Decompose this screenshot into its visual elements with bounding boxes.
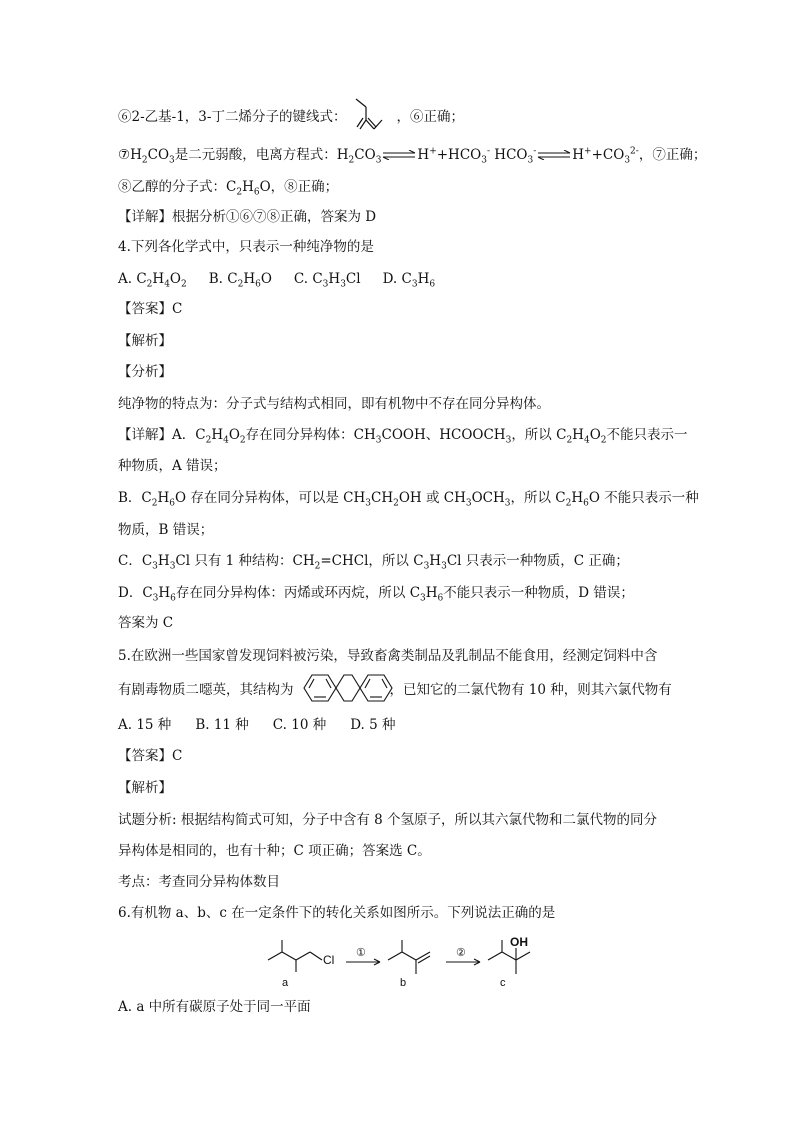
detail-4-a-line1: 【详解】A．$C_2H_4O_2$存在同分异构体：$CH_3COOH$、$HCOOCH_3$，所以 $C_2H_4O_2$不能只表示一 xyxy=(118,427,688,446)
statement-6: ⑥2-乙基-1，3-丁二烯分子的键线式： ，⑥正确； xyxy=(118,109,464,125)
answer-4: 【答案】C xyxy=(118,301,183,317)
ethylbutadiene-structure xyxy=(352,96,392,136)
equilibrium-arrow-icon xyxy=(381,147,417,165)
question-5-line1: 5.在欧洲一些国家曾发现饲料被污染，导致畜禽类制品及乳制品不能食用，经测定饲料中含 xyxy=(118,648,658,664)
kaodian-5: 考点：考查同分异构体数目 xyxy=(118,874,280,890)
question-4-options: A. $C_2H_4O_2$ B. $C_2H_6O$ C. $C_3H_3Cl$ D. $C_3H_6$ xyxy=(118,271,436,290)
answer-5: 【答案】C xyxy=(118,748,183,764)
step-1-label: ① xyxy=(356,947,366,959)
compound-b-label: b xyxy=(400,977,407,989)
chlorine-label: Cl xyxy=(323,953,335,967)
question-6: 6.有机物 a、b、c 在一定条件下的转化关系如图所示。下列说法正确的是 xyxy=(118,905,556,921)
compound-c-label: c xyxy=(500,977,506,989)
step-2-label: ② xyxy=(456,947,466,959)
detail-4-d: D．$C_3H_6$存在同分异构体：丙烯或环丙烷，所以 $C_3H_6$不能只表示一种物质，D 错误； xyxy=(118,585,634,604)
reaction-scheme xyxy=(262,932,542,994)
statement-8: ⑧乙醇的分子式：$C_2H_6O$，⑧正确； xyxy=(118,179,339,198)
question-5-line2: 有剧毒物质二噁英，其结构为 ，已知它的二氯代物有 10 种，则其六氯代物有 xyxy=(118,682,672,698)
dioxin-structure xyxy=(300,671,396,709)
question-5-options: A. 15 种 B. 11 种 C. 10 种 D. 5 种 xyxy=(118,717,396,733)
compound-a-label: a xyxy=(282,977,289,989)
question-6-option-a: A. a 中所有碳原子处于同一平面 xyxy=(118,999,311,1015)
analysis-5-text-line2: 异构体是相同的，也有十种；C 项正确；答案选 C。 xyxy=(118,843,431,859)
question-4: 4.下列各化学式中，只表示一种纯净物的是 xyxy=(118,239,374,255)
detail-4-b-line2: 物质，B 错误； xyxy=(118,522,214,538)
statement-7: $⑦H_2CO_3$是二元弱酸，电离方程式：$H_2CO_3$ $H^++HCO_3^-$ $HCO_3^-$ $H^++CO_3^{2-}$，⑦正确； xyxy=(118,146,707,166)
analysis-4-heading: 【解析】 xyxy=(118,333,172,349)
detail-4-c: C．$C_3H_3Cl$ 只有 1 种结构：$CH_2=CHCl$，所以 $C_3H_3Cl$ 只表示一种物质，C 正确； xyxy=(118,553,629,572)
detail-4-b-line1: B．$C_2H_6O$ 存在同分异构体，可以是 $CH_3CH_2OH$ 或 $CH_3OCH_3$，所以 $C_2H_6O$ 不能只表示一种 xyxy=(118,490,699,509)
analysis-5-heading: 【解析】 xyxy=(118,780,172,796)
hydroxyl-label: OH xyxy=(510,935,528,949)
fenxi-4-text: 纯净物的特点为：分子式与结构式相同，即有机物中不存在同分异构体。 xyxy=(118,396,550,412)
detail-summary: 【详解】根据分析①⑥⑦⑧正确，答案为 D xyxy=(118,209,377,225)
detail-4-a-line2: 种物质，A 错误； xyxy=(118,458,227,474)
answer-4-final: 答案为 C xyxy=(118,615,174,631)
fenxi-4-heading: 【分析】 xyxy=(118,364,172,380)
analysis-5-text-line1: 试题分析: 根据结构简式可知，分子中含有 8 个氢原子，所以其六氯代物和二氯代物的同分 xyxy=(118,812,658,828)
equilibrium-arrow-icon xyxy=(536,147,572,165)
